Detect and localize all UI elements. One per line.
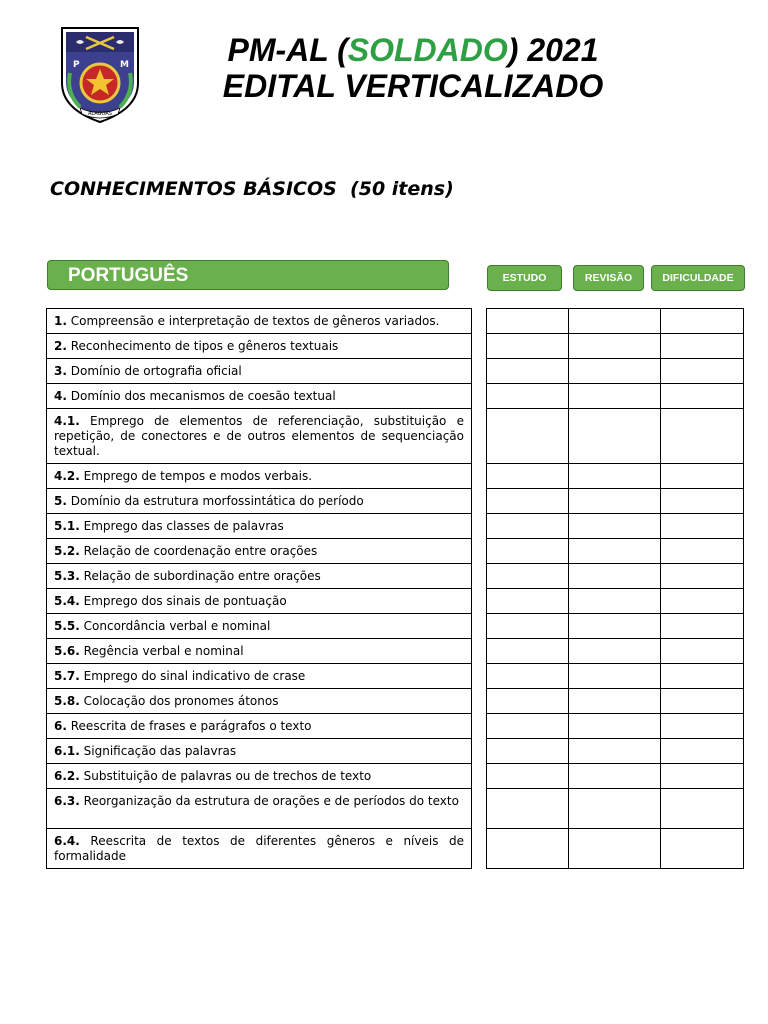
- topic-cell: [47, 359, 472, 384]
- table-row: [47, 464, 744, 489]
- topic-cell: [47, 539, 472, 564]
- revisao-checkbox-cell[interactable]: [569, 614, 661, 639]
- topic-cell: [47, 639, 472, 664]
- estudo-checkbox-cell[interactable]: [487, 639, 569, 664]
- topic-text: Emprego dos sinais de pontuação: [83, 594, 287, 608]
- dificuldade-checkbox-cell[interactable]: [661, 409, 744, 464]
- topic-number: 4.2.: [54, 469, 80, 483]
- spacer-cell: [472, 384, 487, 409]
- topic-number: 3.: [54, 364, 67, 378]
- revisao-checkbox-cell[interactable]: [569, 664, 661, 689]
- table-row: [47, 739, 744, 764]
- revisao-checkbox-cell[interactable]: [569, 309, 661, 334]
- dificuldade-checkbox-cell[interactable]: [661, 739, 744, 764]
- topic-cell: [47, 489, 472, 514]
- dificuldade-checkbox-cell[interactable]: [661, 614, 744, 639]
- topic-text: Concordância verbal e nominal: [83, 619, 271, 633]
- dificuldade-checkbox-cell[interactable]: [661, 489, 744, 514]
- spacer-cell: [472, 539, 487, 564]
- table-row: [47, 689, 744, 714]
- dificuldade-checkbox-cell[interactable]: [661, 639, 744, 664]
- topic-cell: [47, 464, 472, 489]
- topic-text: Substituição de palavras ou de trechos de texto: [83, 769, 372, 783]
- table-row: [47, 334, 744, 359]
- section-title: PORTUGUÊS: [68, 265, 189, 286]
- topic-number: 2.: [54, 339, 67, 353]
- revisao-checkbox-cell[interactable]: [569, 714, 661, 739]
- section-header-portugues: [47, 260, 449, 290]
- title-line-2: EDITAL VERTICALIZADO: [222, 68, 604, 104]
- dificuldade-checkbox-cell[interactable]: [661, 309, 744, 334]
- topic-text: Emprego de elementos de referenciação, substituição e repetição, de conectores e de outros elementos de sequenciação textual.: [54, 414, 464, 458]
- table-row: [47, 384, 744, 409]
- spacer-cell: [472, 359, 487, 384]
- estudo-checkbox-cell[interactable]: [487, 539, 569, 564]
- topic-cell: [47, 689, 472, 714]
- table-row: [47, 714, 744, 739]
- column-header-estudo: ESTUDO: [487, 265, 562, 291]
- column-header-dificuldade: DIFICULDADE: [651, 265, 745, 291]
- topic-cell: [47, 714, 472, 739]
- spacer-cell: [472, 639, 487, 664]
- title-prefix: PM-AL (: [227, 32, 348, 68]
- table-row: [47, 514, 744, 539]
- table-row: [47, 789, 744, 829]
- topic-cell: [47, 384, 472, 409]
- revisao-checkbox-cell[interactable]: [569, 334, 661, 359]
- dificuldade-checkbox-cell[interactable]: [661, 514, 744, 539]
- topic-number: 6.1.: [54, 744, 80, 758]
- revisao-checkbox-cell[interactable]: [569, 359, 661, 384]
- estudo-checkbox-cell[interactable]: [487, 589, 569, 614]
- page-title: [150, 32, 676, 104]
- topic-cell: [47, 334, 472, 359]
- dificuldade-checkbox-cell[interactable]: [661, 334, 744, 359]
- topic-text: Reorganização da estrutura de orações e de períodos do texto: [83, 794, 459, 808]
- spacer-cell: [472, 309, 487, 334]
- table-row: [47, 829, 744, 869]
- topic-number: 4.: [54, 389, 67, 403]
- topic-cell: [47, 829, 472, 869]
- topic-text: Reconhecimento de tipos e gêneros textuais: [70, 339, 339, 353]
- topic-number: 6.2.: [54, 769, 80, 783]
- topic-number: 5.8.: [54, 694, 80, 708]
- topic-cell: [47, 309, 472, 334]
- estudo-checkbox-cell[interactable]: [487, 464, 569, 489]
- table-row: [47, 309, 744, 334]
- table-row: [47, 589, 744, 614]
- topic-cell: [47, 614, 472, 639]
- revisao-checkbox-cell[interactable]: [569, 764, 661, 789]
- topic-text: Domínio da estrutura morfossintática do período: [70, 494, 364, 508]
- topic-text: Relação de coordenação entre orações: [83, 544, 318, 558]
- dificuldade-checkbox-cell[interactable]: [661, 589, 744, 614]
- section-subtitle: CONHECIMENTOS BÁSICOS (50 itens): [50, 178, 454, 200]
- table-row: [47, 489, 744, 514]
- table-row: [47, 664, 744, 689]
- revisao-checkbox-cell[interactable]: [569, 829, 661, 869]
- topic-number: 6.3.: [54, 794, 80, 808]
- table-row: [47, 764, 744, 789]
- dificuldade-checkbox-cell[interactable]: [661, 564, 744, 589]
- topic-number: 5.: [54, 494, 67, 508]
- topic-cell: [47, 764, 472, 789]
- spacer-cell: [472, 489, 487, 514]
- revisao-checkbox-cell[interactable]: [569, 489, 661, 514]
- spacer-cell: [472, 564, 487, 589]
- revisao-checkbox-cell[interactable]: [569, 639, 661, 664]
- dificuldade-checkbox-cell[interactable]: [661, 714, 744, 739]
- spacer-cell: [472, 689, 487, 714]
- revisao-checkbox-cell[interactable]: [569, 514, 661, 539]
- spacer-cell: [472, 664, 487, 689]
- spacer-cell: [472, 514, 487, 539]
- column-header-revisao: REVISÃO: [573, 265, 644, 291]
- topic-cell: [47, 789, 472, 829]
- dificuldade-checkbox-cell[interactable]: [661, 384, 744, 409]
- table-row: [47, 409, 744, 464]
- crest-banner-text: ALAGOAS: [88, 111, 112, 117]
- topic-text: Emprego das classes de palavras: [83, 519, 284, 533]
- table-row: [47, 564, 744, 589]
- pm-al-crest-logo: [58, 25, 142, 125]
- estudo-checkbox-cell[interactable]: [487, 384, 569, 409]
- crest-letter-p: P: [73, 60, 80, 70]
- estudo-checkbox-cell[interactable]: [487, 714, 569, 739]
- revisao-checkbox-cell[interactable]: [569, 789, 661, 829]
- spacer-cell: [472, 789, 487, 829]
- spacer-cell: [472, 589, 487, 614]
- table-row: [47, 359, 744, 384]
- estudo-checkbox-cell[interactable]: [487, 489, 569, 514]
- topic-text: Emprego do sinal indicativo de crase: [83, 669, 306, 683]
- topic-cell: [47, 664, 472, 689]
- estudo-checkbox-cell[interactable]: [487, 334, 569, 359]
- topics-table: [46, 308, 744, 869]
- spacer-cell: [472, 714, 487, 739]
- topic-text: Reescrita de textos de diferentes gêneros e níveis de formalidade: [54, 834, 464, 863]
- estudo-checkbox-cell[interactable]: [487, 309, 569, 334]
- revisao-checkbox-cell[interactable]: [569, 384, 661, 409]
- estudo-checkbox-cell[interactable]: [487, 789, 569, 829]
- topic-text: Domínio de ortografia oficial: [70, 364, 242, 378]
- title-suffix: ) 2021: [507, 32, 599, 68]
- topic-number: 5.7.: [54, 669, 80, 683]
- topic-text: Domínio dos mecanismos de coesão textual: [70, 389, 336, 403]
- topic-number: 6.4.: [54, 834, 80, 848]
- topic-cell: [47, 589, 472, 614]
- spacer-cell: [472, 739, 487, 764]
- topic-text: Significação das palavras: [83, 744, 237, 758]
- table-row: [47, 639, 744, 664]
- topic-text: Regência verbal e nominal: [83, 644, 244, 658]
- topic-cell: [47, 564, 472, 589]
- topic-number: 1.: [54, 314, 67, 328]
- estudo-checkbox-cell[interactable]: [487, 664, 569, 689]
- estudo-checkbox-cell[interactable]: [487, 359, 569, 384]
- topic-number: 5.3.: [54, 569, 80, 583]
- topic-number: 5.6.: [54, 644, 80, 658]
- topic-cell: [47, 514, 472, 539]
- dificuldade-checkbox-cell[interactable]: [661, 789, 744, 829]
- estudo-checkbox-cell[interactable]: [487, 409, 569, 464]
- spacer-cell: [472, 829, 487, 869]
- crest-letter-m: M: [120, 60, 129, 70]
- estudo-checkbox-cell[interactable]: [487, 829, 569, 869]
- dificuldade-checkbox-cell[interactable]: [661, 829, 744, 869]
- revisao-checkbox-cell[interactable]: [569, 589, 661, 614]
- topic-text: Emprego de tempos e modos verbais.: [83, 469, 313, 483]
- revisao-checkbox-cell[interactable]: [569, 539, 661, 564]
- estudo-checkbox-cell[interactable]: [487, 514, 569, 539]
- revisao-checkbox-cell[interactable]: [569, 739, 661, 764]
- dificuldade-checkbox-cell[interactable]: [661, 764, 744, 789]
- topic-number: 6.: [54, 719, 67, 733]
- topic-number: 5.1.: [54, 519, 80, 533]
- topic-text: Reescrita de frases e parágrafos o texto: [70, 719, 312, 733]
- spacer-cell: [472, 614, 487, 639]
- dificuldade-checkbox-cell[interactable]: [661, 539, 744, 564]
- spacer-cell: [472, 334, 487, 359]
- estudo-checkbox-cell[interactable]: [487, 564, 569, 589]
- topic-number: 5.2.: [54, 544, 80, 558]
- title-line-1: [150, 32, 676, 68]
- topic-number: 4.1.: [54, 414, 80, 428]
- estudo-checkbox-cell[interactable]: [487, 689, 569, 714]
- dificuldade-checkbox-cell[interactable]: [661, 689, 744, 714]
- table-row: [47, 614, 744, 639]
- topic-cell: [47, 739, 472, 764]
- spacer-cell: [472, 409, 487, 464]
- revisao-checkbox-cell[interactable]: [569, 409, 661, 464]
- topic-text: Colocação dos pronomes átonos: [83, 694, 279, 708]
- topic-cell: [47, 409, 472, 464]
- topic-number: 5.4.: [54, 594, 80, 608]
- estudo-checkbox-cell[interactable]: [487, 614, 569, 639]
- revisao-checkbox-cell[interactable]: [569, 464, 661, 489]
- revisao-checkbox-cell[interactable]: [569, 564, 661, 589]
- table-row: [47, 539, 744, 564]
- estudo-checkbox-cell[interactable]: [487, 764, 569, 789]
- dificuldade-checkbox-cell[interactable]: [661, 359, 744, 384]
- topic-text: Relação de subordinação entre orações: [83, 569, 321, 583]
- spacer-cell: [472, 464, 487, 489]
- estudo-checkbox-cell[interactable]: [487, 739, 569, 764]
- spacer-cell: [472, 764, 487, 789]
- dificuldade-checkbox-cell[interactable]: [661, 464, 744, 489]
- revisao-checkbox-cell[interactable]: [569, 689, 661, 714]
- topic-number: 5.5.: [54, 619, 80, 633]
- title-soldado: SOLDADO: [347, 32, 508, 68]
- dificuldade-checkbox-cell[interactable]: [661, 664, 744, 689]
- topic-text: Compreensão e interpretação de textos de gêneros variados.: [70, 314, 440, 328]
